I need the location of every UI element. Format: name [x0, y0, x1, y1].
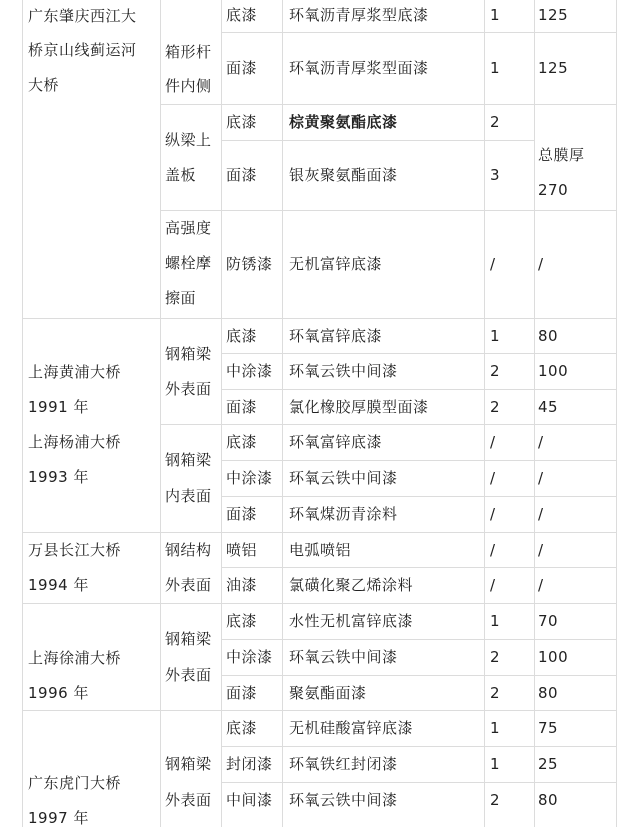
part-name: 钢结构 [165, 541, 212, 559]
bridge-year: 1991 年 [28, 398, 89, 416]
film-thickness: / [538, 255, 544, 273]
film-thickness: 80 [538, 684, 559, 702]
part-name: 钢箱梁 [165, 345, 212, 363]
coating-product: 无机硅酸富锌底漆 [289, 719, 414, 737]
total-thickness-label: 总膜厚 [538, 146, 585, 164]
coat-count: / [490, 433, 496, 451]
coating-product: 聚氨酯面漆 [289, 684, 367, 702]
coat-count: 2 [490, 684, 501, 702]
coat-layer: 中间漆 [226, 791, 273, 809]
part-name: 外表面 [165, 380, 212, 398]
bridge-name: 万县长江大桥 [28, 541, 122, 559]
film-thickness: 75 [538, 719, 559, 737]
coat-count: 2 [490, 113, 501, 131]
coat-layer: 中涂漆 [226, 648, 273, 666]
part-name: 内表面 [165, 487, 212, 505]
part-name: 钢箱梁 [165, 451, 212, 469]
coat-layer: 封闭漆 [226, 755, 273, 773]
film-thickness: 80 [538, 327, 559, 345]
film-thickness: 80 [538, 791, 559, 809]
coat-count: / [490, 541, 496, 559]
coat-layer: 中涂漆 [226, 362, 273, 380]
coat-layer: 底漆 [226, 719, 258, 737]
coat-layer: 底漆 [226, 433, 258, 451]
bridge-name: 广东肇庆西江大 [28, 7, 137, 25]
coating-product: 环氧云铁中间漆 [289, 469, 398, 487]
coat-layer: 面漆 [226, 505, 258, 523]
coat-count: 1 [490, 6, 501, 24]
coating-product: 环氧煤沥青涂料 [289, 505, 398, 523]
bridge-year: 1994 年 [28, 576, 89, 594]
coating-product: 环氧沥青厚浆型底漆 [289, 6, 429, 24]
bridge-name: 大桥 [28, 76, 60, 94]
film-thickness: 25 [538, 755, 559, 773]
coat-count: 3 [490, 166, 501, 184]
coat-layer: 面漆 [226, 398, 258, 416]
coating-product: 环氧铁红封闭漆 [289, 755, 398, 773]
bridge-year: 1997 年 [28, 809, 89, 827]
coating-product: 环氧云铁中间漆 [289, 791, 398, 809]
coat-count: 2 [490, 791, 501, 809]
film-thickness: 125 [538, 59, 569, 77]
part-name: 外表面 [165, 791, 212, 809]
part-name: 高强度 [165, 219, 212, 237]
coating-product: 环氧富锌底漆 [289, 433, 383, 451]
coat-layer: 底漆 [226, 612, 258, 630]
coat-count: 2 [490, 648, 501, 666]
coat-layer: 底漆 [226, 6, 258, 24]
part-name: 外表面 [165, 666, 212, 684]
part-name: 外表面 [165, 576, 212, 594]
coat-layer: 中涂漆 [226, 469, 273, 487]
coat-count: / [490, 255, 496, 273]
film-thickness: / [538, 505, 544, 523]
bridge-name: 上海黄浦大桥 [28, 363, 122, 381]
coating-product: 环氧云铁中间漆 [289, 648, 398, 666]
coat-count: / [490, 469, 496, 487]
coat-layer: 防锈漆 [226, 255, 273, 273]
coat-layer: 面漆 [226, 59, 258, 77]
film-thickness: / [538, 433, 544, 451]
bridge-year: 1996 年 [28, 684, 89, 702]
coat-count: 2 [490, 398, 501, 416]
coating-product: 棕黄聚氨酯底漆 [289, 113, 398, 131]
coating-product: 氯化橡胶厚膜型面漆 [289, 398, 429, 416]
coating-product: 无机富锌底漆 [289, 255, 383, 273]
coat-count: 1 [490, 59, 501, 77]
part-name: 纵梁上 [165, 131, 212, 149]
part-name: 钢箱梁 [165, 755, 212, 773]
coating-product: 水性无机富锌底漆 [289, 612, 414, 630]
part-name: 盖板 [165, 166, 197, 184]
coating-product: 环氧富锌底漆 [289, 327, 383, 345]
part-name: 螺栓摩 [165, 254, 212, 272]
coat-count: 1 [490, 719, 501, 737]
bridge-name: 广东虎门大桥 [28, 774, 122, 792]
part-name: 擦面 [165, 289, 197, 307]
film-thickness: 125 [538, 6, 569, 24]
film-thickness: / [538, 576, 544, 594]
coat-count: / [490, 505, 496, 523]
film-thickness: 100 [538, 648, 569, 666]
coat-count: / [490, 576, 496, 594]
coat-count: 1 [490, 612, 501, 630]
total-thickness-value: 270 [538, 181, 569, 199]
part-name: 件内侧 [165, 77, 212, 95]
coating-product: 氯磺化聚乙烯涂料 [289, 576, 414, 594]
coating-product: 电弧喷铝 [289, 541, 352, 559]
coating-product: 环氧沥青厚浆型面漆 [289, 59, 429, 77]
film-thickness: / [538, 469, 544, 487]
coat-layer: 面漆 [226, 166, 258, 184]
coat-layer: 喷铝 [226, 541, 258, 559]
coat-layer: 底漆 [226, 327, 258, 345]
film-thickness: / [538, 541, 544, 559]
coat-layer: 油漆 [226, 576, 258, 594]
film-thickness: 100 [538, 362, 569, 380]
film-thickness: 70 [538, 612, 559, 630]
coating-product: 环氧云铁中间漆 [289, 362, 398, 380]
part-name: 钢箱梁 [165, 630, 212, 648]
coat-count: 1 [490, 755, 501, 773]
bridge-year: 1993 年 [28, 468, 89, 486]
coat-count: 2 [490, 362, 501, 380]
coat-count: 1 [490, 327, 501, 345]
coating-product: 银灰聚氨酯面漆 [289, 166, 398, 184]
coat-layer: 底漆 [226, 113, 258, 131]
coat-layer: 面漆 [226, 684, 258, 702]
bridge-name: 上海杨浦大桥 [28, 433, 122, 451]
bridge-name: 桥京山线蓟运河 [28, 41, 137, 59]
part-name: 箱形杆 [165, 43, 212, 61]
film-thickness: 45 [538, 398, 559, 416]
bridge-name: 上海徐浦大桥 [28, 649, 122, 667]
